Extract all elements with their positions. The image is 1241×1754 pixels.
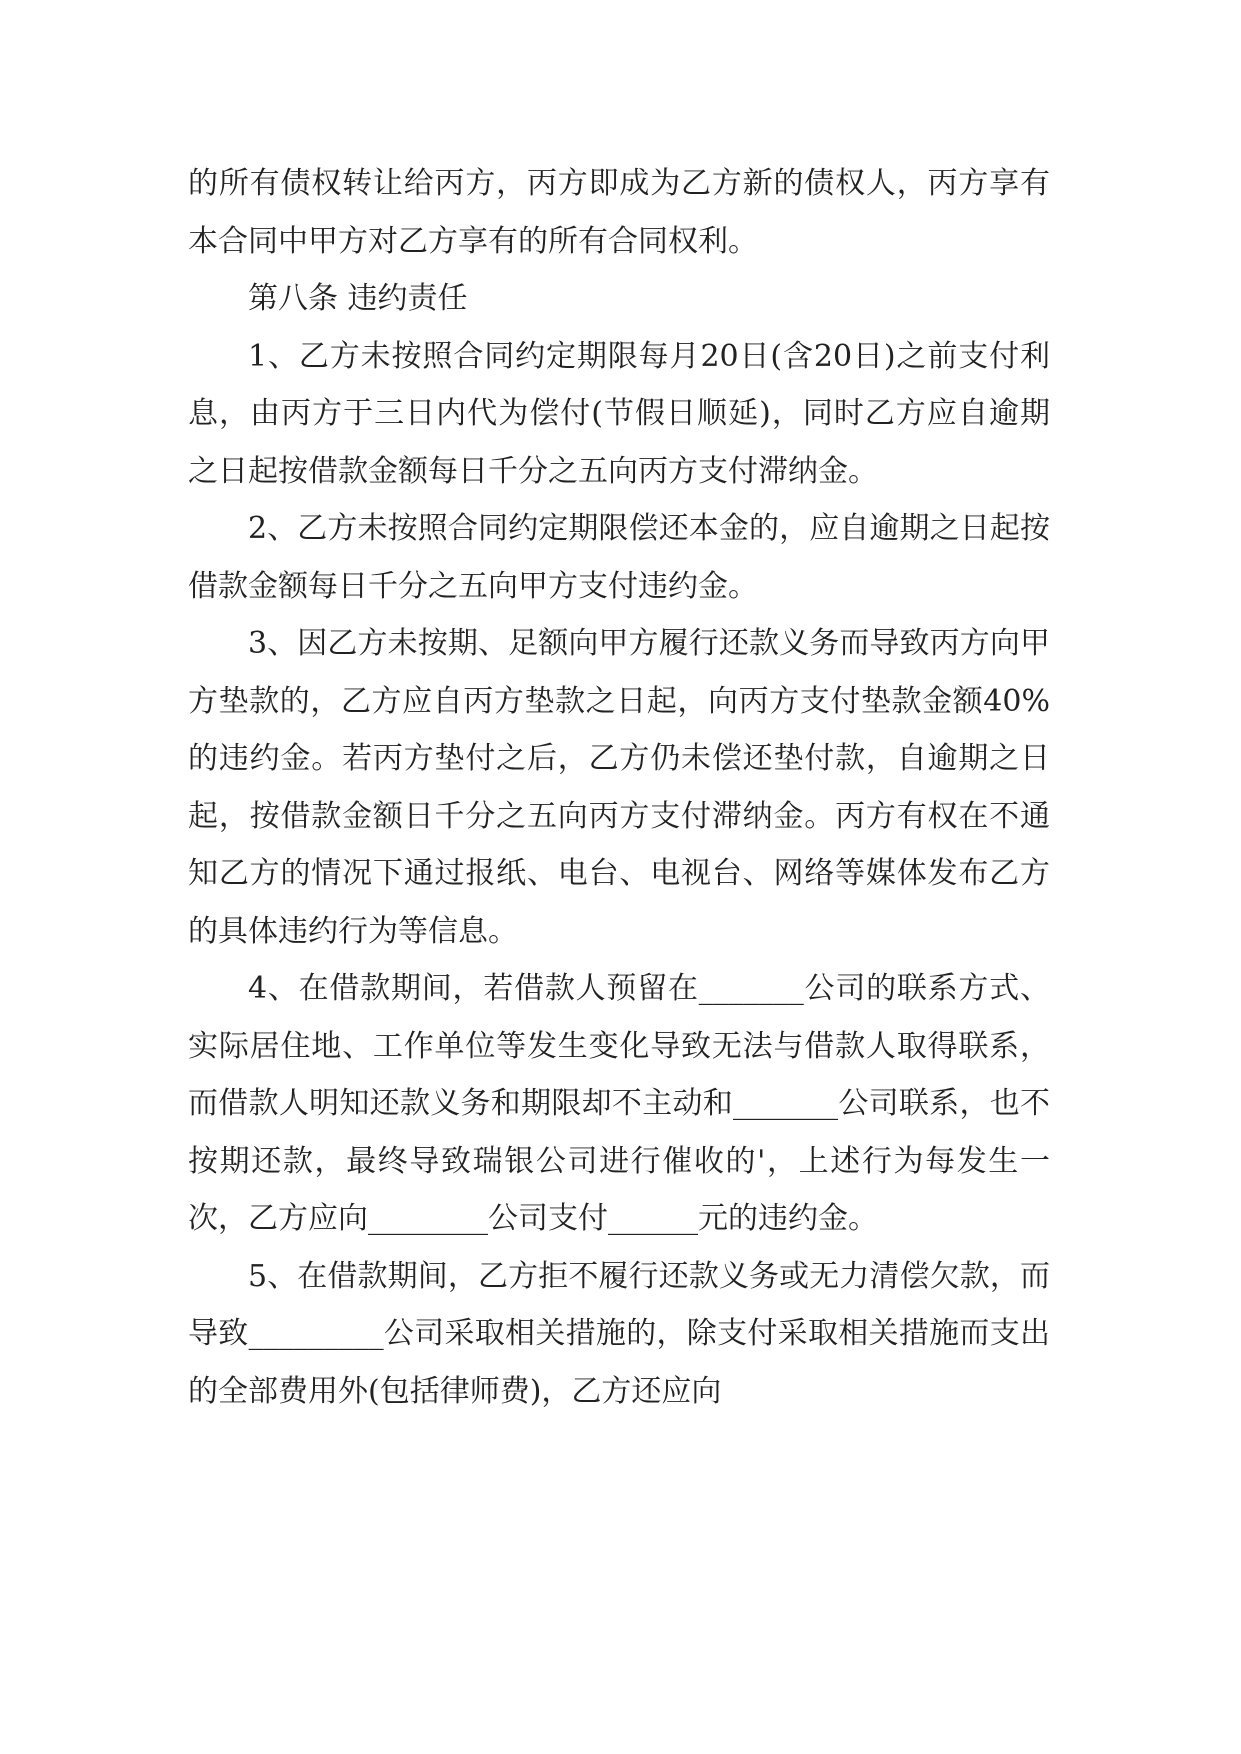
clause-2: 2、乙方未按照合同约定期限偿还本金的，应自逾期之日起按借款金额每日千分之五向甲方支付违约金。 (188, 511, 1050, 604)
paragraph-continuation: 的所有债权转让给丙方，丙方即成为乙方新的债权人，丙方享有本合同中甲方对乙方享有的所有合同权利。 (188, 166, 1050, 259)
article-8-heading: 第八条 违约责任 (248, 281, 468, 316)
clause-3: 3、因乙方未按期、足额向甲方履行还款义务而导致丙方向甲方垫款的，乙方应自丙方垫款之日起，向丙方支付垫款金额40%的违约金。若丙方垫付之后，乙方仍未偿还垫付款，自逾期之日起，按借款金额日千分之五向丙方支付滞纳金。丙方有权在不通知乙方的情况下通过报纸、电台、电视台、网络等媒体发布乙方的具体违约行为等信息。 (188, 626, 1050, 949)
contract-body (188, 155, 1050, 1420)
clause-5: 5、在借款期间，乙方拒不履行还款义务或无力清偿欠款，而导致_________公司采取相关措施的，除支付采取相关措施而支出的全部费用外(包括律师费)，乙方还应向 (188, 1258, 1050, 1409)
clause-4: 4、在借款期间，若借款人预留在_______公司的联系方式、实际居住地、工作单位等发生变化导致无法与借款人取得联系，而借款人明知还款义务和期限却不主动和_______公司联系，也不按期还款，最终导致瑞银公司进行催收的'，上述行为每发生一次，乙方应向________公司支付______元的违约金。 (188, 971, 1050, 1236)
clause-1: 1、乙方未按照合同约定期限每月20日(含20日)之前支付利息，由丙方于三日内代为偿付(节假日顺延)，同时乙方应自逾期之日起按借款金额每日千分之五向丙方支付滞纳金。 (188, 338, 1050, 489)
